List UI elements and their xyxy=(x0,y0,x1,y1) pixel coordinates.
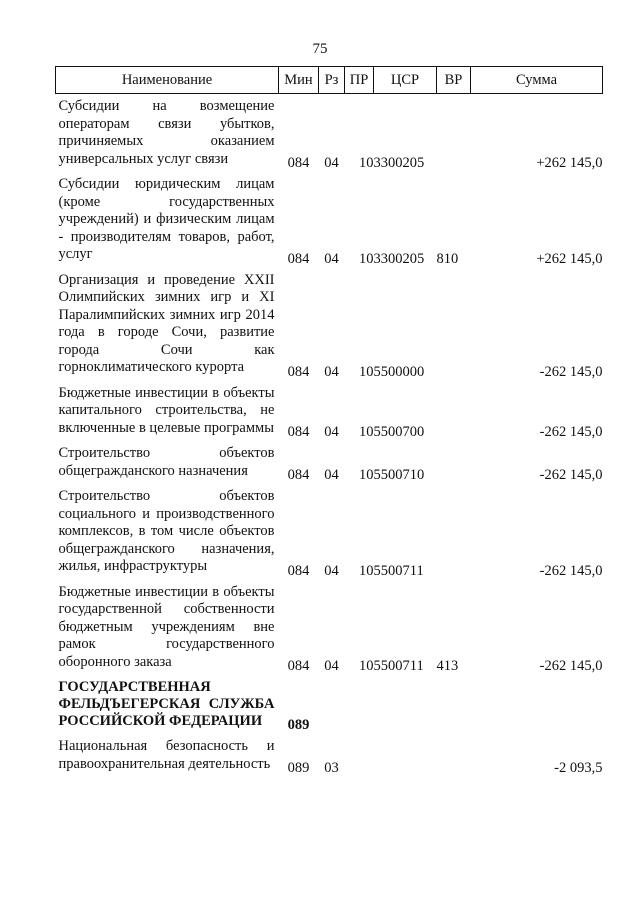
table-row xyxy=(56,484,603,580)
cell-name: Строительство объектов общегражданского назначения xyxy=(58,445,275,479)
table-header xyxy=(56,67,603,94)
header-name: Наименование xyxy=(56,67,279,94)
header-csr: ЦСР xyxy=(374,67,437,94)
cell-pr: 10 xyxy=(359,424,374,440)
header-min: Мин xyxy=(279,67,319,94)
cell-csr: 5500710 xyxy=(373,467,425,483)
cell-csr xyxy=(374,734,437,777)
cell-sum: -262 145,0 xyxy=(539,363,603,380)
cell-rz: 04 xyxy=(324,250,339,267)
cell-pr xyxy=(345,675,374,734)
cell-vr xyxy=(437,441,471,484)
cell-pr: 10 xyxy=(359,658,374,674)
table-row xyxy=(56,580,603,676)
cell-vr xyxy=(437,268,471,381)
cell-rz: 04 xyxy=(324,658,339,674)
cell-name: ГОСУДАРСТВЕННАЯ ФЕЛЬДЪЕГЕРСКАЯ СЛУЖБА РОССИЙСКОЙ ФЕДЕРАЦИИ xyxy=(58,679,275,729)
cell-name: Бюджетные инвестиции в объекты капитального строительства, не включенные в целевые программы xyxy=(58,384,275,436)
cell-csr: 5500700 xyxy=(373,424,425,440)
page-number: 75 xyxy=(312,41,328,57)
header-vr: ВР xyxy=(437,67,471,94)
cell-csr xyxy=(374,675,437,734)
cell-name: Бюджетные инвестиции в объекты государственной собственности бюджетным учреждениям вне рамок государственного оборонного заказа xyxy=(58,583,275,670)
header-rz: Рз xyxy=(319,67,345,94)
cell-rz: 04 xyxy=(324,467,339,483)
cell-name: Национальная безопасность и правоохранительная деятельность xyxy=(58,738,275,772)
cell-sum: -2 093,5 xyxy=(554,760,603,776)
cell-sum: -262 145,0 xyxy=(539,658,603,674)
cell-sum xyxy=(471,675,603,734)
cell-csr: 5500711 xyxy=(373,658,424,674)
cell-csr: 5500711 xyxy=(373,562,424,579)
cell-sum: +262 145,0 xyxy=(536,155,603,171)
table-row xyxy=(56,172,603,268)
cell-name: Субсидии на возмещение операторам связи убытков, причиняемых оказанием универсальных услуг связи xyxy=(58,98,275,167)
cell-rz xyxy=(319,675,345,734)
cell-min: 089 xyxy=(287,717,310,733)
table-row xyxy=(56,441,603,484)
table-row xyxy=(56,381,603,442)
cell-name: Строительство объектов социального и производственного комплексов, в том числе объектов общегражданского назначения, жилья, инфраструктуры xyxy=(58,488,275,574)
cell-vr xyxy=(437,381,471,442)
cell-rz: 04 xyxy=(324,562,339,579)
header-sum: Сумма xyxy=(471,67,603,94)
cell-csr: 5500000 xyxy=(373,363,425,380)
cell-vr: 810 xyxy=(436,250,459,267)
cell-csr: 3300205 xyxy=(373,250,425,267)
cell-min: 089 xyxy=(287,760,310,776)
cell-min: 084 xyxy=(287,658,310,674)
table-row xyxy=(56,675,603,734)
cell-min: 084 xyxy=(287,363,310,380)
table-row xyxy=(56,94,603,173)
cell-pr: 10 xyxy=(359,155,374,171)
header-row xyxy=(56,67,603,94)
cell-sum: -262 145,0 xyxy=(539,467,603,483)
cell-rz: 04 xyxy=(324,424,339,440)
cell-pr: 10 xyxy=(359,562,374,579)
cell-vr xyxy=(437,675,471,734)
cell-vr xyxy=(437,734,471,777)
cell-sum: -262 145,0 xyxy=(539,424,603,440)
cell-vr xyxy=(437,94,471,173)
cell-pr: 10 xyxy=(359,250,374,267)
cell-min: 084 xyxy=(287,250,310,267)
cell-sum: +262 145,0 xyxy=(536,250,603,267)
cell-rz: 04 xyxy=(324,363,339,380)
cell-vr: 413 xyxy=(436,658,459,674)
cell-sum: -262 145,0 xyxy=(539,562,603,579)
budget-table xyxy=(55,66,603,777)
cell-pr: 10 xyxy=(359,467,374,483)
cell-vr xyxy=(437,484,471,580)
cell-name: Организация и проведение XXII Олимпийских зимних игр и XI Паралимпийских зимних игр 2014 года в городе Сочи, развитие города Сочи как горноклиматического курорта xyxy=(58,271,275,375)
cell-name: Субсидии юридическим лицам (кроме государственных учреждений) и физическим лицам - производителям товаров, работ, услуг xyxy=(58,176,275,262)
cell-min: 084 xyxy=(287,424,310,440)
cell-pr: 10 xyxy=(359,363,374,380)
table-row xyxy=(56,268,603,381)
table-body xyxy=(56,94,603,778)
cell-rz: 04 xyxy=(324,155,339,171)
cell-csr: 3300205 xyxy=(373,155,425,171)
cell-rz: 03 xyxy=(324,760,339,776)
cell-pr xyxy=(345,734,374,777)
cell-min: 084 xyxy=(287,467,310,483)
cell-min: 084 xyxy=(287,155,310,171)
table-row xyxy=(56,734,603,777)
cell-min: 084 xyxy=(287,562,310,579)
header-pr: ПР xyxy=(345,67,374,94)
